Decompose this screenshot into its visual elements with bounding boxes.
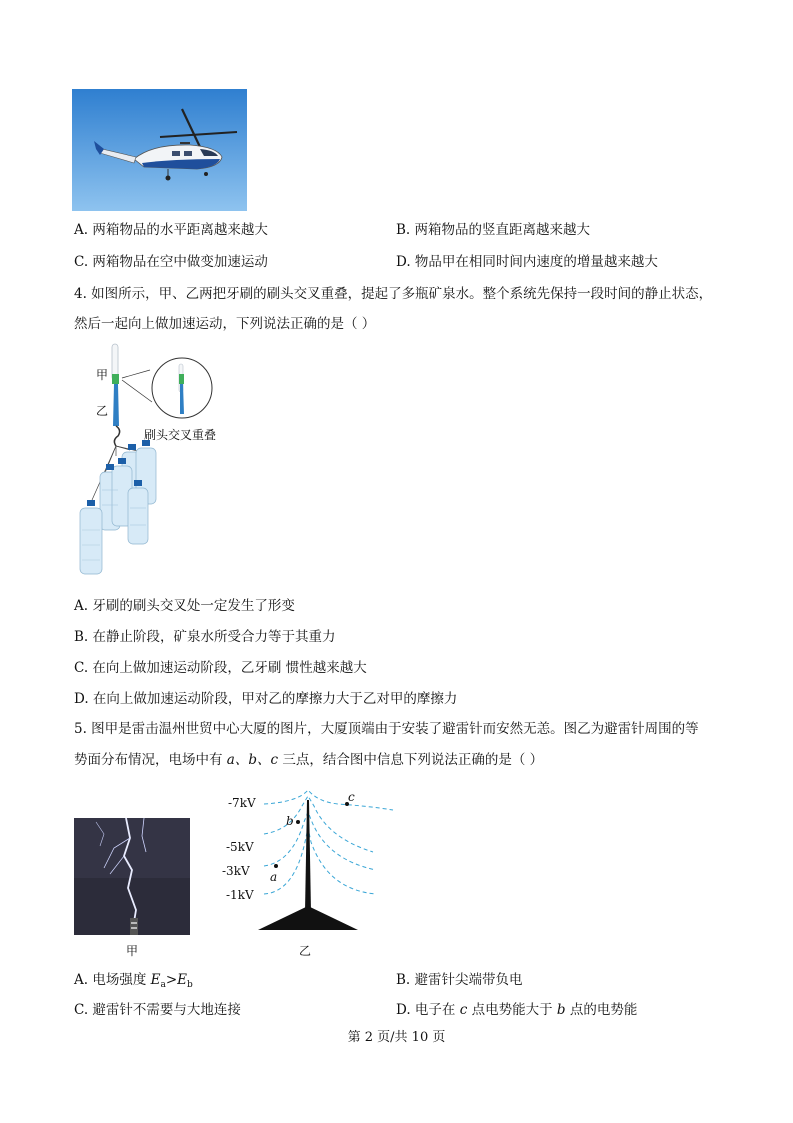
point-a <box>274 864 278 868</box>
point-c-ref: c <box>459 1002 468 1018</box>
label-yi: 乙 <box>96 404 109 418</box>
equipotential-diagram <box>218 782 398 952</box>
q4-option-b: B. 在静止阶段，矿泉水所受合力等于其重力 <box>74 629 336 645</box>
q5-option-a-pre: A. 电场强度 <box>74 972 151 988</box>
caption-yi: 乙 <box>299 944 312 958</box>
q5-option-a <box>74 970 193 995</box>
q5-option-d-mid: 点电势能大于 <box>467 1002 557 1018</box>
q3-option-c: C. 两箱物品在空中做变加速运动 <box>74 254 268 270</box>
equipotential-lines <box>264 790 393 894</box>
lightning-photo <box>74 818 190 935</box>
label-jia: 甲 <box>96 368 109 382</box>
potential-label-1kv: -1kV <box>226 888 254 902</box>
q3-option-b: B. 两箱物品的竖直距离越来越大 <box>396 222 591 238</box>
q5-stem-line2 <box>74 750 543 770</box>
potential-label-3kv: -3kV <box>222 864 250 878</box>
water-bottles <box>80 448 156 574</box>
lightning-photo-svg <box>74 818 190 935</box>
q3-option-a: A. 两箱物品的水平距离越来越大 <box>74 222 268 238</box>
equipotential-7kv <box>264 790 393 810</box>
q5-stem-points: a、b、c <box>226 752 279 768</box>
field-subscript: b <box>187 980 193 990</box>
point-b <box>296 820 300 824</box>
q5-option-d-pre: D. 电子在 <box>396 1002 460 1018</box>
q5-option-d-post: 点的电势能 <box>565 1002 638 1018</box>
point-b-ref: b <box>556 1002 566 1018</box>
q4-option-c: C. 在向上做加速运动阶段，乙牙刷 惯性越来越大 <box>74 660 367 676</box>
q4-option-a: A. 牙刷的刷头交叉处一定发生了形变 <box>74 598 295 614</box>
toothbrush-figure <box>72 340 232 585</box>
potential-label-7kv: -7kV <box>228 796 256 810</box>
point-label-b: b <box>286 814 294 828</box>
point-label-c: c <box>348 790 355 804</box>
rod-base <box>258 906 358 930</box>
toothbrush-yi <box>113 384 119 426</box>
q5-stem-line2-post: 三点，结合图中信息下列说法正确的是（ ） <box>278 752 544 768</box>
page-footer: 第 2 页/共 10 页 <box>347 1030 446 1045</box>
hook <box>114 426 119 446</box>
q5-option-b: B. 避雷针尖端带负电 <box>396 972 523 988</box>
potential-label-5kv: -5kV <box>226 840 254 854</box>
brush-head-overlap <box>112 374 119 384</box>
equipotential-1kv <box>264 828 376 894</box>
field-symbol: E <box>177 972 188 988</box>
greater-than: > <box>165 972 178 988</box>
building <box>130 918 138 935</box>
q4-stem-line1: 4. 如图所示，甲、乙两把牙刷的刷头交叉重叠，提起了多瓶矿泉水。整个系统先保持一段时间的静止状态， <box>74 286 713 302</box>
caption-jia: 甲 <box>126 944 139 958</box>
helicopter-photo-svg <box>72 89 247 211</box>
point-label-a: a <box>270 870 278 884</box>
callout-label: 刷头交叉重叠 <box>144 428 217 442</box>
field-subscript: a <box>160 980 166 990</box>
q5-option-c: C. 避雷针不需要与大地连接 <box>74 1002 241 1018</box>
q5-stem-line1: 5. 图甲是雷击温州世贸中心大厦的图片，大厦顶端由于安装了避雷针而安然无恙。图乙为避雷针周围的等 <box>74 721 699 737</box>
equipotential-5kv <box>264 796 373 852</box>
q3-option-d: D. 物品甲在相同时间内速度的增量越来越大 <box>396 254 658 270</box>
field-symbol: E <box>150 972 161 988</box>
q4-option-d: D. 在向上做加速运动阶段，甲对乙的摩擦力大于乙对甲的摩擦力 <box>74 691 458 707</box>
q5-option-d <box>396 1000 637 1020</box>
helicopter-photo <box>72 89 247 211</box>
q4-stem-line2: 然后一起向上做加速运动，下列说法正确的是（ ） <box>74 316 376 332</box>
q5-stem-line2-pre: 势面分布情况，电场中有 <box>74 752 227 768</box>
